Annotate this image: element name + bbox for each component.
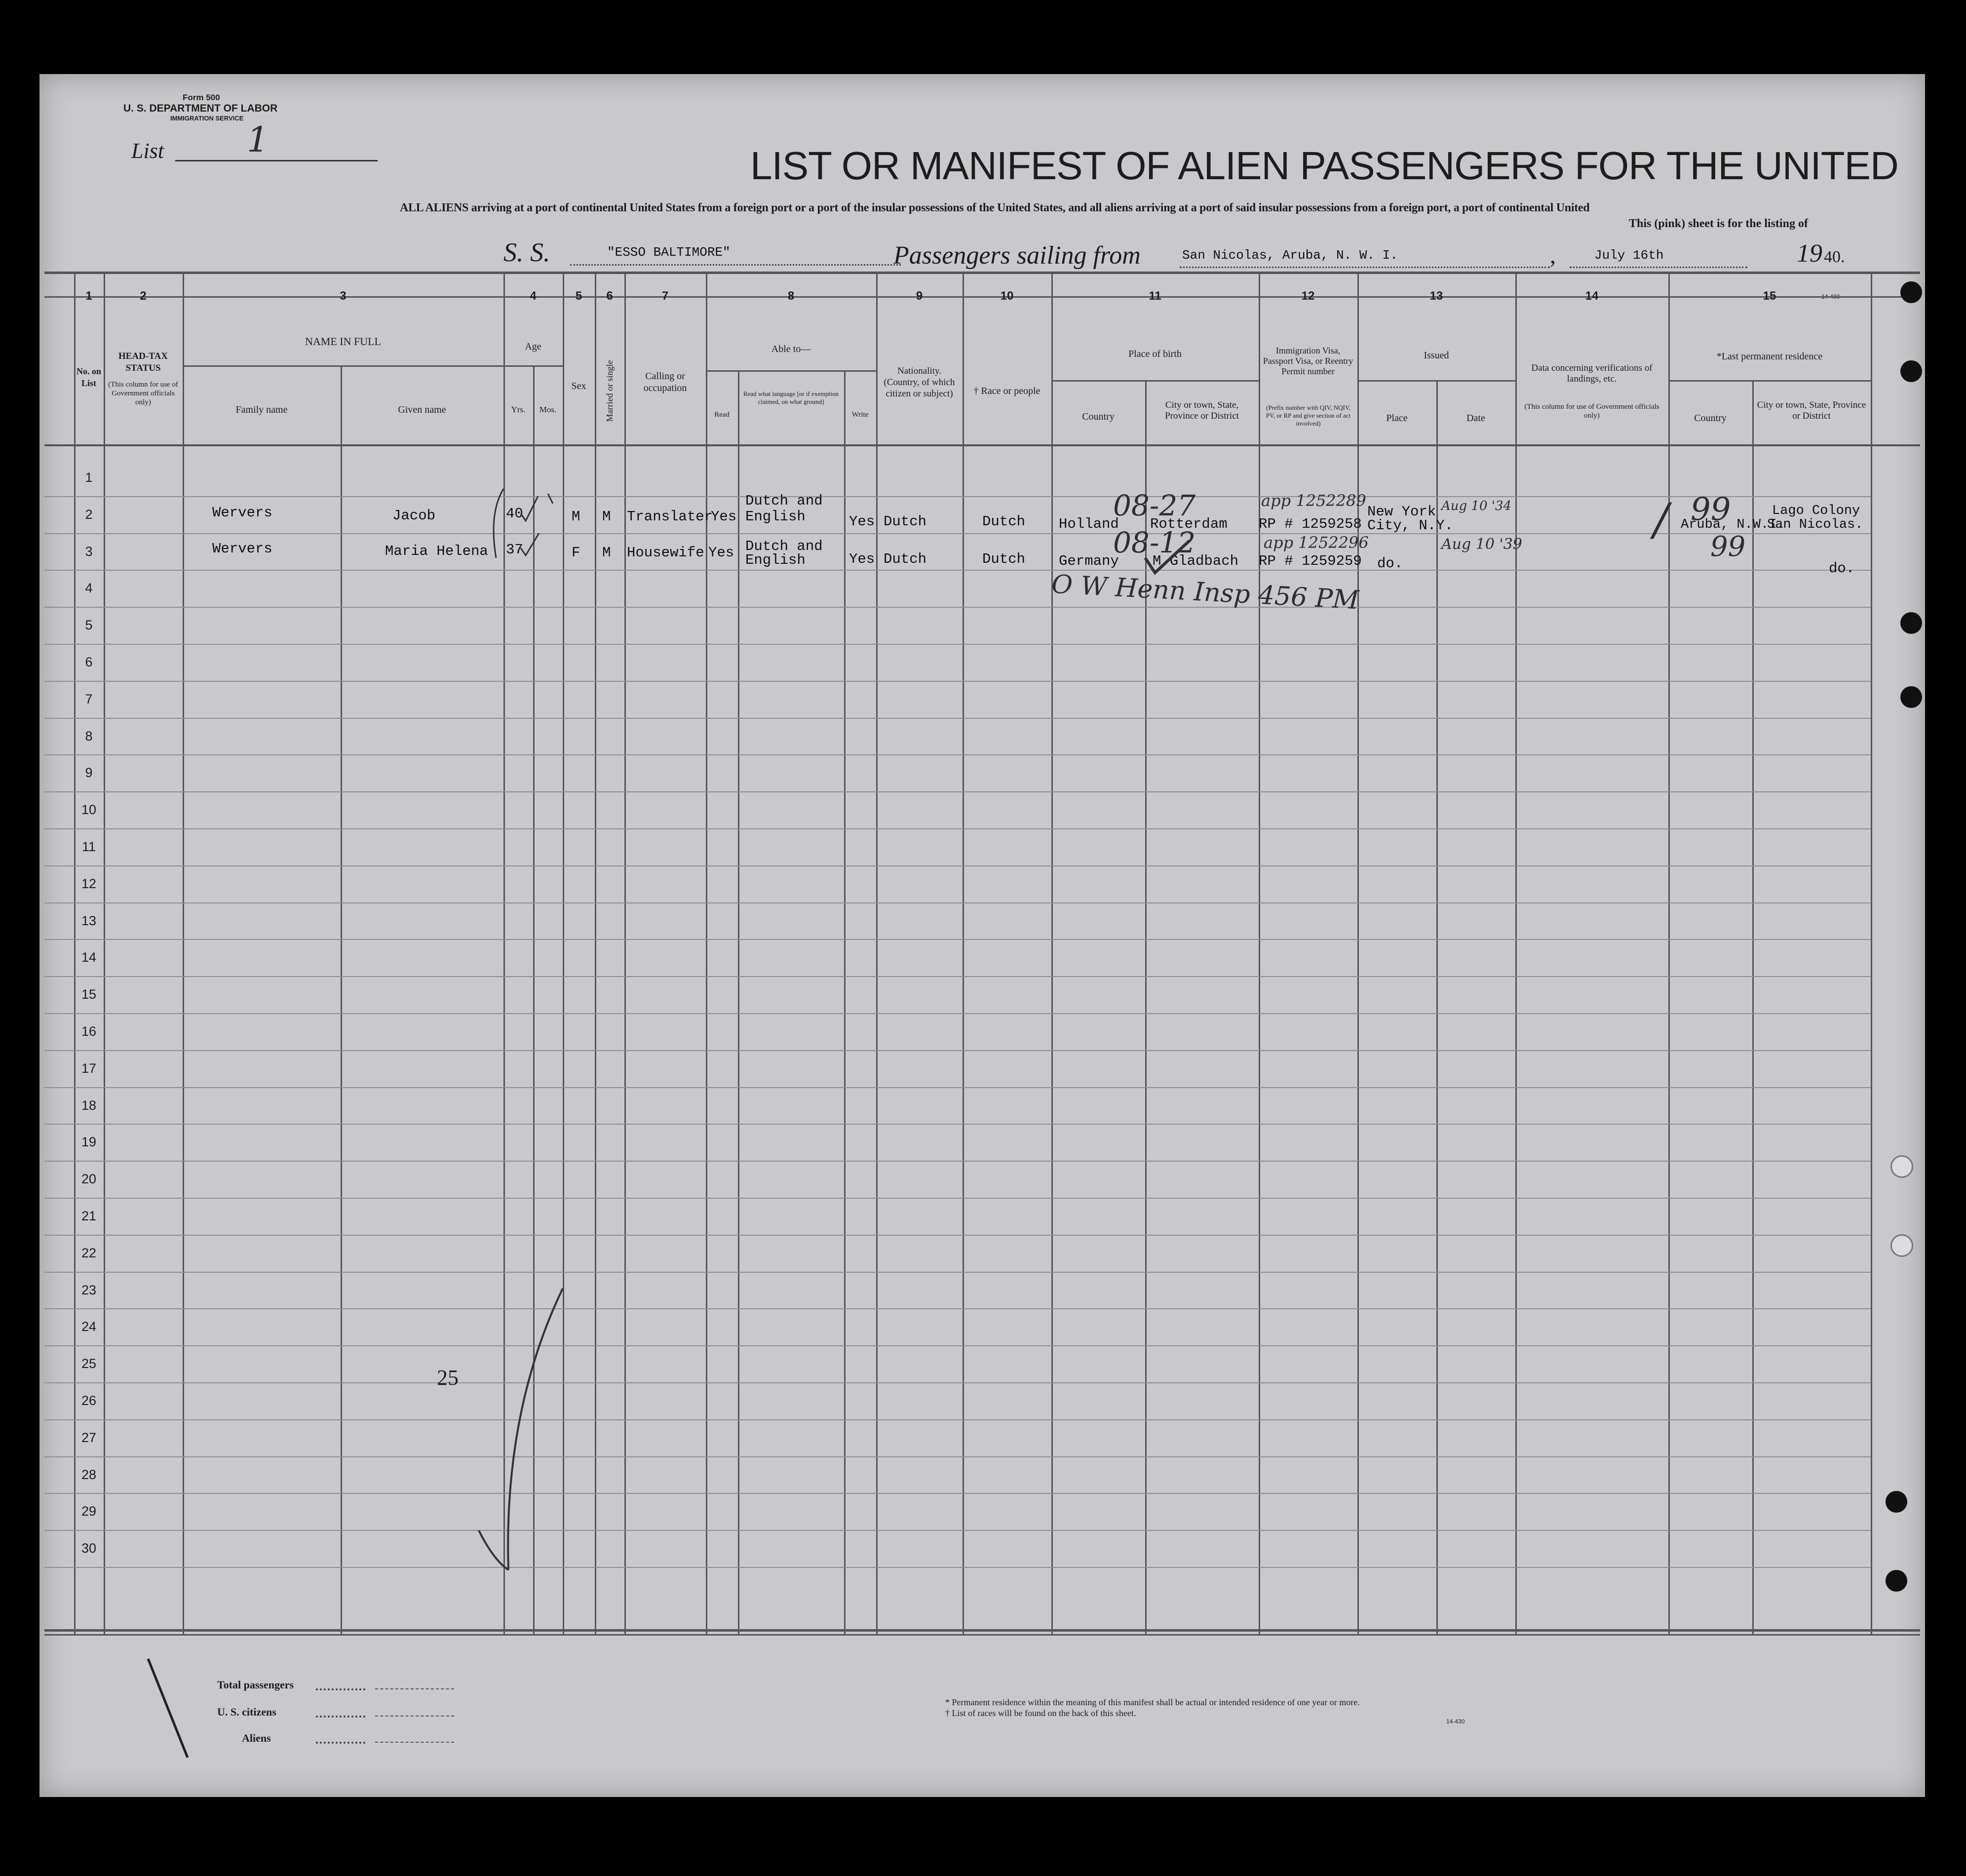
row-number: 15 [81, 987, 97, 1002]
p1-residence-city-2: San Nicolas. [1767, 517, 1863, 532]
row-number: 10 [81, 802, 97, 818]
p2-occupation: Housewife [627, 545, 704, 561]
binder-hole [1890, 1155, 1913, 1178]
col-5-label: Sex [571, 381, 586, 391]
hand-inspector-signature: O W Henn Insp 456 PM [1050, 569, 1360, 616]
col-4-yrs-label: Yrs. [511, 405, 526, 414]
row-number: 19 [81, 1134, 97, 1150]
col-line [1668, 272, 1670, 1634]
row-number: 26 [81, 1393, 97, 1408]
form-number: Form 500 [183, 93, 220, 102]
subtitle-line-2: This (pink) sheet is for the listing of [1629, 217, 1808, 230]
row-line [44, 865, 1871, 866]
p2-language-2: English [745, 552, 806, 568]
row-number: 12 [81, 876, 97, 891]
binder-hole [1890, 1234, 1913, 1257]
binder-hole [1886, 1491, 1907, 1513]
col-14-label: Data concerning verifications of landings, etc. [1531, 363, 1653, 384]
row-number: 14 [81, 950, 97, 965]
subhead-rule [1668, 380, 1871, 382]
p1-age: 40 [506, 506, 523, 522]
col-8-write-label: Write [851, 411, 869, 419]
hand-footer-stroke [138, 1654, 197, 1772]
col-line [738, 370, 739, 1634]
row-line [44, 1456, 1871, 1457]
col-line [624, 272, 626, 1634]
total-line [375, 1688, 454, 1689]
row-line [44, 1567, 1871, 1568]
footnote-races: † List of races will be found on the back of this sheet. [945, 1708, 1136, 1718]
col-4-number: 4 [530, 289, 537, 303]
row-line [44, 570, 1871, 571]
col-2-label: HEAD-TAX STATUS [118, 351, 168, 373]
table-bottom-border [44, 1629, 1920, 1632]
sailing-from-line [1180, 267, 1550, 268]
hand-count: 25 [437, 1366, 459, 1390]
p2-visa: RP # 1259259 [1259, 553, 1362, 569]
row-number: 25 [81, 1356, 97, 1371]
p1-issued-place-2: City, N.Y. [1367, 517, 1454, 534]
row-number: 28 [81, 1467, 97, 1482]
row-line [44, 1050, 1871, 1051]
col-line [1259, 272, 1260, 1634]
p1-read: Yes [711, 508, 737, 525]
col-8-number: 8 [787, 289, 795, 303]
p1-language-2: English [745, 508, 806, 525]
ship-name: "ESSO BALTIMORE" [607, 245, 731, 260]
col-7-number: 7 [661, 289, 669, 303]
row-number: 27 [81, 1430, 97, 1445]
p1-nationality: Dutch [884, 513, 927, 530]
col-line [963, 272, 964, 1634]
col-1-label: No. on List [76, 366, 101, 388]
col-4-mos-label: Mos. [539, 405, 557, 414]
p1-sex: M [572, 508, 580, 525]
row-number: 6 [85, 655, 93, 669]
row-number: 5 [85, 618, 93, 633]
p1-visa: RP # 1259258 [1259, 516, 1362, 532]
col-13-date-label: Date [1466, 413, 1485, 424]
col-4-label: Age [525, 341, 541, 352]
row-line [44, 1087, 1871, 1088]
col-line [876, 272, 878, 1634]
sailing-label: Passengers sailing from [893, 241, 1141, 270]
row-number: 7 [85, 691, 93, 706]
hand-app-2: app 1252296 [1264, 533, 1369, 552]
row-line [44, 533, 1871, 534]
col-6-number: 6 [606, 289, 613, 303]
list-label: List [131, 139, 164, 163]
row-line [44, 607, 1871, 608]
binder-hole [1900, 360, 1922, 382]
p2-write: Yes [849, 551, 875, 567]
col-3-label: NAME IN FULL [305, 335, 381, 348]
col-12-note: (Prefix number with QIV, NQIV, PV, or RP and give section of act involved) [1266, 404, 1351, 427]
p1-birth-city: Rotterdam [1150, 516, 1228, 532]
sailing-date: July 16th [1594, 248, 1664, 263]
col-3-number: 3 [340, 289, 347, 303]
subhead-rule [706, 370, 876, 372]
p1-issued-place-1: New York [1367, 504, 1436, 520]
row-line [44, 902, 1871, 903]
p1-language-1: Dutch and [745, 493, 823, 509]
row-line [44, 791, 1871, 792]
row-number: 11 [81, 839, 96, 854]
col-11-label: Place of birth [1128, 349, 1182, 359]
col-7-label: Calling or occupation [643, 371, 687, 393]
row-number: 21 [81, 1209, 97, 1223]
col-5-number: 5 [575, 289, 582, 303]
p2-language-1: Dutch and [745, 538, 823, 554]
ss-label: S. S. [503, 237, 550, 267]
footnote-residence: * Permanent residence within the meaning of this manifest shall be actual or intended residence of one year or more. [945, 1697, 1360, 1707]
row-line [44, 681, 1871, 682]
row-number: 30 [81, 1541, 97, 1556]
hand-tally-stroke [474, 1284, 612, 1580]
footer-form-code: 14-430 [1446, 1718, 1465, 1725]
col-10-number: 10 [1000, 289, 1014, 303]
p2-marital: M [602, 545, 611, 561]
col-9-label: Nationality. (Country, of which citizen or subject) [884, 366, 955, 399]
row-line [44, 1272, 1871, 1273]
p2-issued-place: do. [1377, 555, 1403, 572]
col-14-note: (This column for use of Government officials only) [1524, 403, 1659, 420]
page-title: LIST OR MANIFEST OF ALIEN PASSENGERS FOR THE UNITED [750, 144, 1898, 188]
row-line [44, 496, 1871, 497]
row-line [44, 1124, 1871, 1125]
department-label: U. S. DEPARTMENT OF LABOR [123, 103, 278, 114]
row-line [44, 644, 1871, 645]
row-line [44, 1161, 1871, 1162]
col-8-label: Able to— [771, 344, 811, 354]
row-line [44, 1198, 1871, 1199]
year-suffix: 40. [1824, 248, 1845, 266]
col-6-label: Married or single [605, 360, 615, 422]
row-number: 13 [81, 913, 97, 928]
col-9-number: 9 [916, 289, 923, 303]
p2-residence-city: do. [1829, 560, 1855, 577]
row-number: 24 [81, 1319, 97, 1334]
col-15-city-label: City or town, State, Province or District [1757, 400, 1866, 421]
check-marks [484, 484, 607, 573]
col-line [1357, 272, 1359, 1634]
p2-family-name: Wervers [212, 541, 272, 557]
col-15-number: 15 [1763, 289, 1776, 303]
hand-code-2: 08-12 [1113, 526, 1196, 559]
row-number: 18 [81, 1097, 97, 1113]
p1-residence-country: Aruba, N.W.I. [1681, 517, 1785, 532]
col-12-number: 12 [1301, 289, 1315, 303]
row-number: 3 [85, 544, 93, 559]
row-line [44, 976, 1871, 977]
p2-age: 37 [506, 542, 523, 558]
corner-code: 14-430 [1821, 293, 1840, 300]
row-number: 8 [85, 728, 93, 743]
col-line [1515, 272, 1517, 1634]
subhead-rule [1357, 380, 1515, 382]
aliens-line [375, 1742, 454, 1743]
col-8-language-label: Read what language [or if exemption claimed, on what ground] [743, 390, 839, 405]
row-number: 1 [85, 470, 93, 485]
row-line [44, 1235, 1871, 1236]
col-11-number: 11 [1149, 289, 1161, 303]
list-underline [175, 160, 378, 161]
col-2-number: 2 [140, 289, 147, 303]
col-1-number: 1 [85, 289, 92, 303]
hand-residence-code-2: 99 [1710, 531, 1746, 563]
row-line [44, 828, 1871, 829]
p2-birth-country: Germany [1059, 553, 1119, 569]
total-passengers-label: Total passengers [217, 1679, 294, 1691]
header-bottom-rule [44, 444, 1920, 446]
col-line [1871, 272, 1872, 1634]
row-line [44, 939, 1871, 940]
row-number: 4 [85, 581, 93, 596]
separator-comma: , [1550, 242, 1556, 269]
row-line [44, 718, 1871, 719]
subhead-rule [503, 365, 563, 367]
col-line [706, 272, 707, 1634]
row-number: 2 [85, 507, 93, 522]
p1-write: Yes [849, 513, 875, 530]
p1-occupation: Translater [627, 508, 713, 525]
p2-race: Dutch [982, 551, 1026, 567]
col-line [183, 272, 184, 1634]
col-14-number: 14 [1585, 289, 1599, 303]
row-line [44, 1013, 1871, 1014]
subtitle-line-1: ALL ALIENS arriving at a port of continental United States from a foreign port or a port of the insular possessions of the United States, and all aliens arriving at a port of said insular possessions from a foreign port, a port of continental United [400, 201, 1590, 214]
p2-sex: F [572, 545, 580, 561]
row-number: 23 [81, 1282, 97, 1297]
hand-residence-code-1: 99 [1691, 491, 1731, 528]
col-15-label: *Last permanent residence [1716, 351, 1823, 362]
col-10-label: † Race or people [973, 386, 1041, 396]
col-13-place-label: Place [1386, 413, 1408, 424]
binder-hole [1886, 1570, 1907, 1592]
p2-birth-city: M.Gladbach [1153, 553, 1239, 569]
aliens-label: Aliens [242, 1732, 271, 1744]
ship-name-line [570, 264, 901, 266]
row-line [44, 1419, 1871, 1420]
p1-race: Dutch [982, 513, 1026, 530]
col-line [1752, 380, 1754, 1634]
year-prefix: 19 [1797, 239, 1822, 268]
p1-family-name: Wervers [212, 505, 272, 521]
row-number: 17 [81, 1060, 97, 1076]
row-line [44, 1493, 1871, 1494]
hand-check-2 [1125, 538, 1199, 583]
p1-given-name: Jacob [392, 508, 436, 524]
row-line [44, 754, 1871, 755]
row-line [44, 1345, 1871, 1346]
sailing-from: San Nicolas, Aruba, N. W. I. [1182, 248, 1398, 263]
col-11-country-label: Country [1082, 411, 1115, 422]
citizens-dots [316, 1716, 365, 1718]
us-citizens-label: U. S. citizens [217, 1706, 276, 1718]
col-line [844, 370, 846, 1634]
col-line [341, 365, 342, 1634]
row-line [44, 1308, 1871, 1309]
col-15-country-label: Country [1694, 413, 1727, 424]
row-number: 9 [85, 765, 93, 781]
row-line [44, 1530, 1871, 1531]
service-label: IMMIGRATION SERVICE [170, 115, 244, 122]
col-3-given-label: Given name [398, 404, 446, 415]
row-line [44, 1382, 1871, 1383]
p2-read: Yes [708, 545, 734, 561]
col-8-read-label: Read [714, 411, 730, 419]
col-12-label: Immigration Visa, Passport Visa, or Reentry Permit number [1263, 346, 1353, 376]
p1-residence-city-1: Lago Colony [1772, 504, 1860, 518]
row-number: 29 [81, 1504, 97, 1519]
col-line [1436, 380, 1438, 1634]
list-number: 1 [247, 119, 269, 160]
sailing-date-line [1570, 267, 1747, 268]
p2-nationality: Dutch [884, 551, 927, 567]
hand-date-1: Aug 10 '34 [1441, 499, 1512, 513]
binder-hole [1900, 686, 1922, 708]
p2-given-name: Maria Helena [385, 543, 488, 559]
col-line [1051, 272, 1053, 1634]
p1-marital: M [602, 508, 611, 525]
row-number: 16 [81, 1024, 97, 1039]
col-3-family-label: Family name [235, 404, 288, 415]
citizens-line [375, 1716, 454, 1717]
row-number: 20 [81, 1172, 97, 1187]
aliens-dots [316, 1742, 365, 1744]
col-11-city-label: City or town, State, Province or District [1165, 400, 1239, 421]
binder-hole [1900, 612, 1922, 634]
manifest-sheet [39, 74, 1925, 1797]
total-dots [316, 1688, 365, 1690]
hand-app-1: app 1252289 [1261, 491, 1366, 510]
binder-hole [1900, 281, 1922, 303]
col-2-note: (This column for use of Government officials only) [108, 381, 178, 406]
table-bottom-rule [44, 1634, 1920, 1636]
table-top-border [44, 272, 1920, 274]
hand-slash-mark: / [1654, 494, 1669, 546]
subhead-rule [183, 365, 503, 367]
row-number: 22 [81, 1245, 97, 1260]
col-13-number: 13 [1429, 289, 1443, 303]
hand-date-2: Aug 10 '39 [1441, 536, 1522, 553]
p1-birth-country: Holland [1059, 516, 1119, 532]
subhead-rule [1051, 380, 1259, 382]
col-13-label: Issued [1424, 350, 1449, 361]
hand-code-1: 08-27 [1113, 489, 1196, 522]
